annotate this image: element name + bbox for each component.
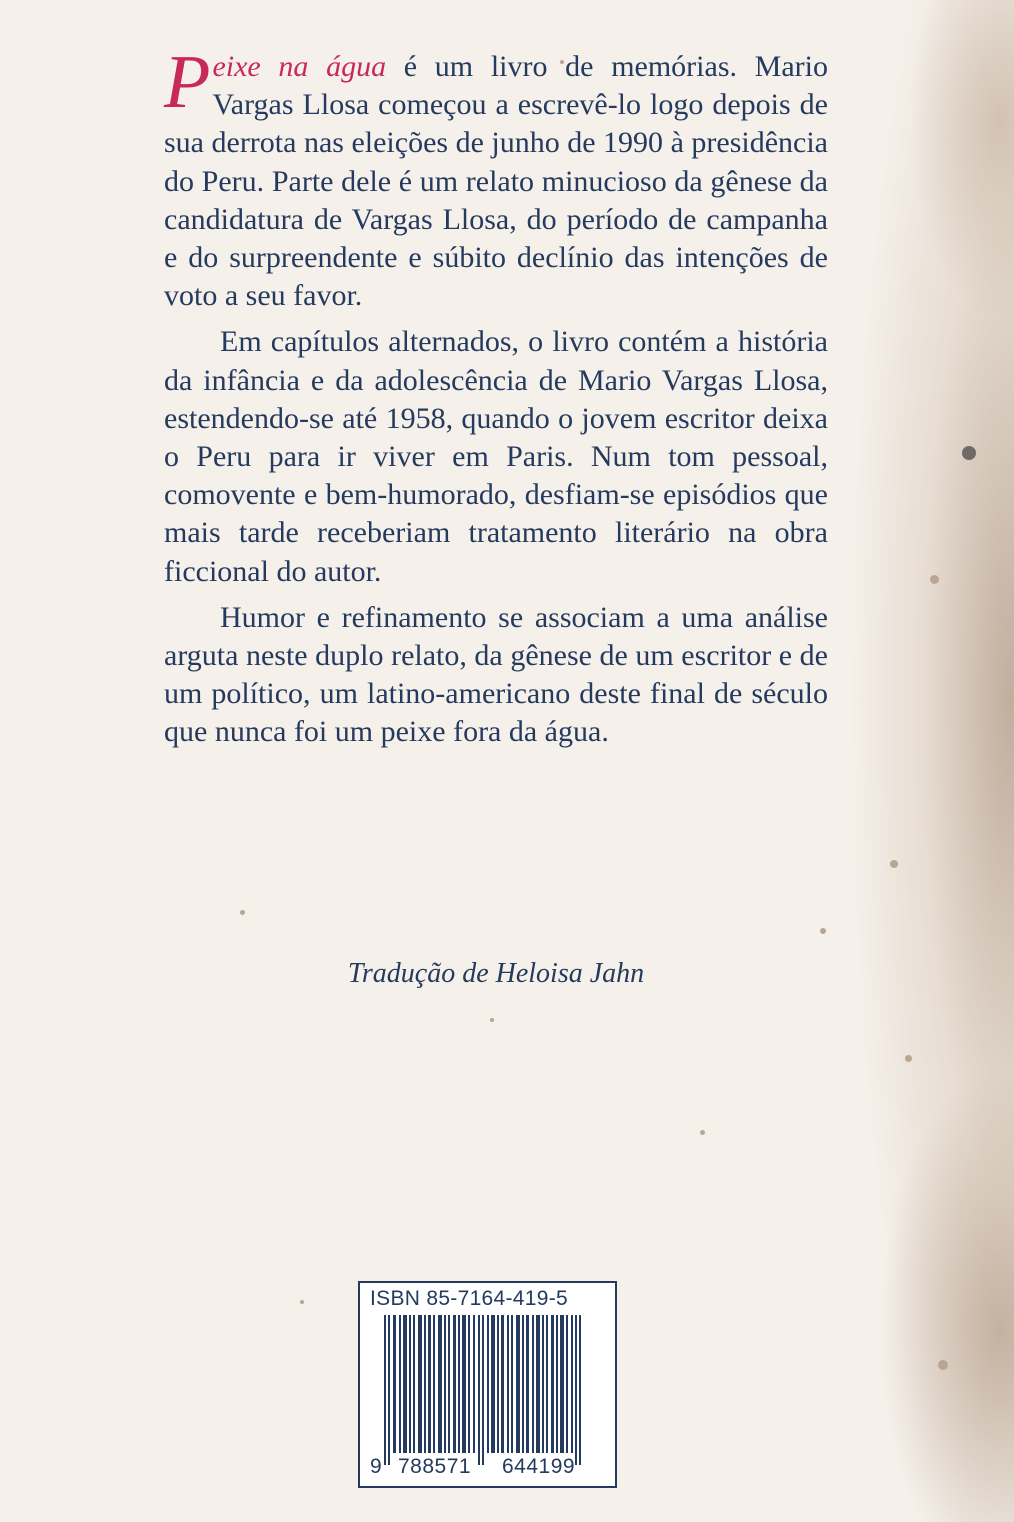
paper-speck (300, 1300, 304, 1304)
paper-speck (240, 910, 245, 915)
ean-first-digit: 9 (370, 1455, 383, 1478)
paper-speck (820, 928, 826, 934)
book-title: eixe na água (212, 50, 387, 83)
ean-right-group: 644199 (502, 1455, 576, 1478)
ean-left-group: 788571 (398, 1455, 472, 1478)
paper-speck (930, 575, 939, 584)
description-paragraph-2: Em capítulos alternados, o livro contém a história da infância e da adolescência de Mario Vargas Llosa, estendendo-se até 1958, quando o jovem escritor deixa o Peru para ir viver em Paris. Num tom pessoal, comovente e bem-humorado, desfiam-se episódios que mais tarde receberiam tratamento literário na obra ficcional do autor. (164, 325, 828, 588)
isbn-barcode (358, 1281, 617, 1488)
drop-cap: P (164, 40, 211, 124)
paper-speck (700, 1130, 705, 1135)
description-paragraph-1 (164, 40, 828, 315)
paper-speck (938, 1360, 948, 1370)
paper-speck (890, 860, 898, 868)
book-description (164, 40, 828, 760)
paragraph-1-text: é um livro de memórias. Mario Vargas Llosa começou a escrevê-lo logo depois de sua derrota nas eleições de junho de 1990 à presidência do Peru. Parte dele é um relato minucioso da gênese da candidatura de Vargas Llosa, do período de campanha e do surpreendente e súbito declínio das intenções de voto a seu favor. (164, 50, 828, 313)
paper-speck (490, 1018, 494, 1022)
isbn-label: ISBN 85-7164-419-5 (370, 1287, 569, 1310)
barcode-bars (370, 1315, 606, 1465)
description-paragraph-3: Humor e refinamento se associam a uma análise arguta neste duplo relato, da gênese de um escritor e de um político, um latino-americano deste final de século que nunca foi um peixe fora da água. (164, 600, 828, 749)
paper-speck (905, 1055, 912, 1062)
paper-speck (962, 446, 976, 460)
translator-credit: Tradução de Heloisa Jahn (347, 958, 645, 989)
